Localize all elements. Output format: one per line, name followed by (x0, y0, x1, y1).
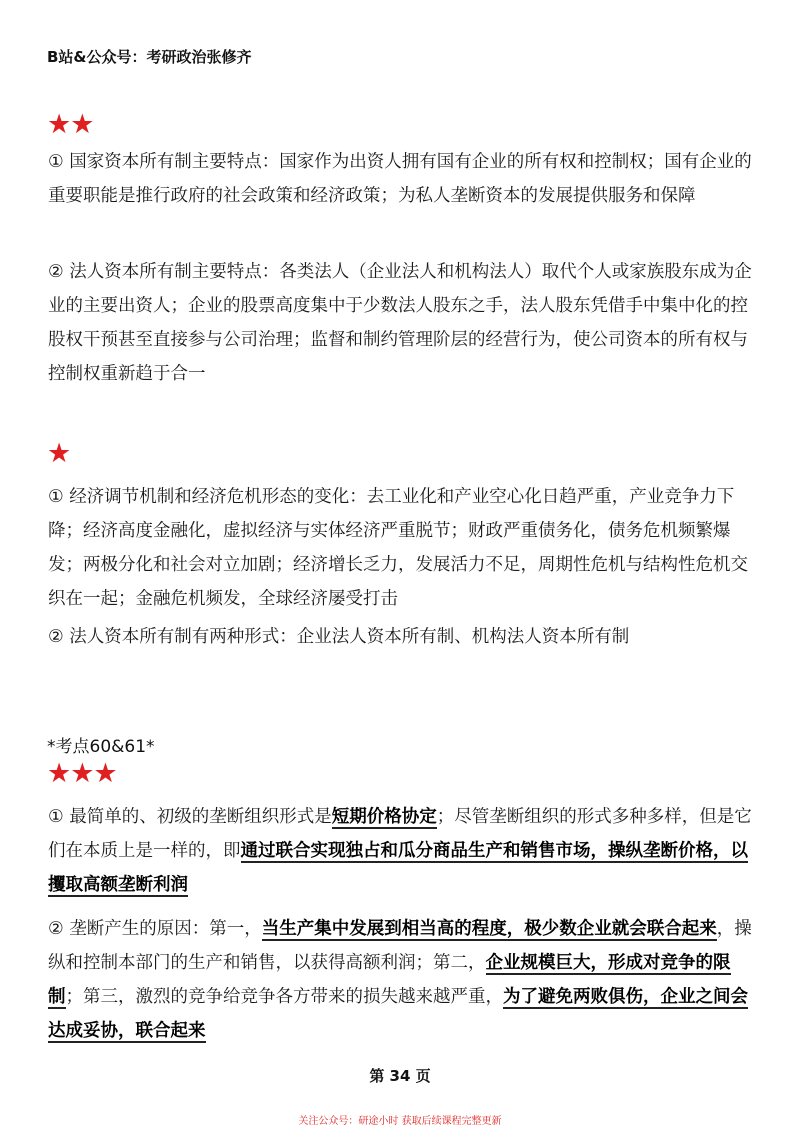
list-item (48, 800, 756, 902)
key-phrase: 短期价格协定 (331, 807, 437, 827)
importance-stars: ★ (47, 438, 71, 469)
importance-stars: ★★ (47, 109, 94, 140)
item-text: ，操纵和控制本部门的生产和销售，以获得高额利润；第二， (48, 919, 752, 973)
footer-note: 关注公众号：研途小时 获取后续课程完整更新 (298, 1116, 502, 1127)
item-text: ② 垄断产生的原因：第一， (48, 919, 262, 939)
item-text: ；尽管垄断组织的形式多种多样，但是它们在本质上是一样的，即 (48, 807, 752, 861)
list-item: ① 经济调节机制和经济危机形态的变化：去工业化和产业空心化日趋严重，产业竞争力下降；经济高度金融化，虚拟经济与实体经济严重脱节；财政严重债务化，债务危机频繁爆发；两极分化和社会对立加剧；经济增长乏力，发展活力不足，周期性危机与结构性危机交织在一起；金融危机频发，全球经济屡受打击 (48, 487, 748, 609)
key-phrase: 企业规模巨大，形成对竞争的限制 (48, 953, 731, 1007)
importance-stars: ★★★ (47, 758, 117, 789)
list-item: ① 国家资本所有制主要特点：国家作为出资人拥有国有企业的所有权和控制权；国有企业的重要职能是推行政府的社会政策和经济政策；为私人垄断资本的发展提供服务和保障 (48, 152, 752, 206)
list-item (48, 912, 756, 1048)
key-phrase: 当生产集中发展到相当高的程度，极少数企业就会联合起来 (261, 919, 717, 939)
list-item: ② 法人资本所有制主要特点：各类法人（企业法人和机构法人）取代个人或家族股东成为企业的主要出资人；企业的股票高度集中于少数法人股东之手，法人股东凭借手中集中化的控股权干预甚至直接参与公司治理；监督和制约管理阶层的经营行为，使公司资本的所有权与控制权重新趋于合一 (48, 262, 752, 384)
exam-point-tag: *考点60&61* (47, 737, 155, 757)
list-item: ② 法人资本所有制有两种形式：企业法人资本所有制、机构法人资本所有制 (48, 627, 630, 647)
item-text: ；第三，激烈的竞争给竞争各方带来的损失越来越严重， (65, 987, 503, 1007)
key-phrase: 通过联合实现独占和瓜分商品生产和销售市场，操纵垄断价格，以攫取高额垄断利润 (48, 841, 748, 895)
page-number: 第 34 页 (369, 1067, 431, 1085)
header-title: B站&公众号：考研政治张修齐 (47, 48, 252, 66)
key-phrase: 为了避免两败俱伤，企业之间会达成妥协，联合起来 (48, 987, 748, 1041)
item-text: ① 最简单的、初级的垄断组织形式是 (48, 807, 332, 827)
